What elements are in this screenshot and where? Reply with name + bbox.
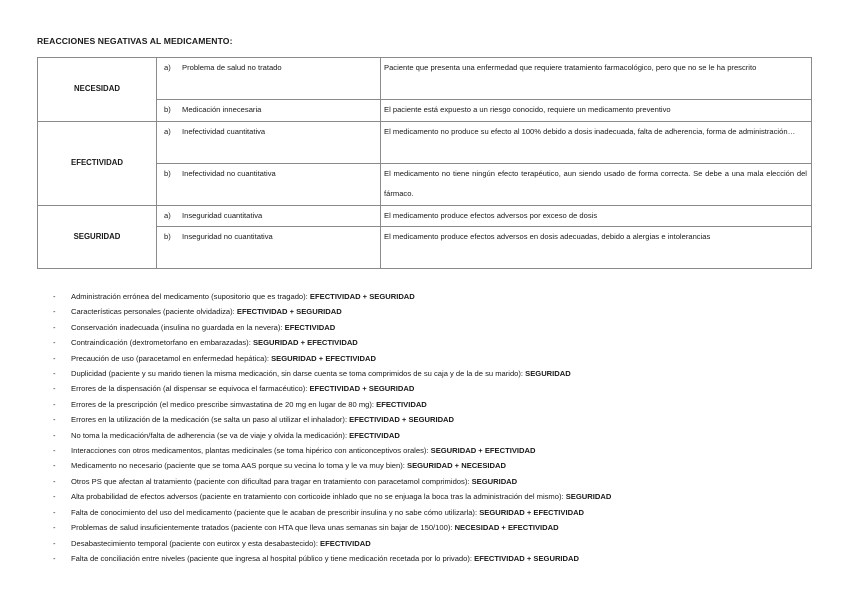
subtype-cell bbox=[157, 205, 381, 227]
item-text: Alta probabilidad de efectos adversos (paciente en tratamiento con corticoide inhlado que no se enjuaga la boca tras la administración del mismo): bbox=[71, 492, 566, 502]
item-tag: EFECTIVIDAD bbox=[349, 430, 400, 440]
description-cell: El medicamento produce efectos adversos por exceso de dosis bbox=[381, 205, 812, 227]
subtype-cell bbox=[157, 100, 381, 122]
description-cell: El paciente está expuesto a un riesgo conocido, requiere un medicamento preventivo bbox=[381, 100, 812, 122]
subtype-letter: a) bbox=[164, 126, 171, 136]
category-cell-necesidad: NECESIDAD bbox=[38, 58, 157, 122]
item-text: Falta de conciliación entre niveles (paciente que ingresa al hospital público y tiene medicación recetada por lo privado): bbox=[71, 553, 475, 563]
category-cell-efectividad: EFECTIVIDAD bbox=[38, 121, 157, 205]
item-text: Problemas de salud insuficientemente tratados (paciente con HTA que lleva unas semanas sin bajar de 150/100): bbox=[71, 523, 455, 533]
item-text: Contraindicación (dextrometorfano en embarazadas): bbox=[71, 338, 253, 348]
subtype-letter: a) bbox=[164, 210, 171, 220]
bullet-dash: - bbox=[53, 538, 56, 548]
subtype-name: Inseguridad no cuantitativa bbox=[182, 232, 273, 241]
item-tag: SEGURIDAD + EFECTIVIDAD bbox=[252, 338, 358, 348]
description-cell: El medicamento no produce su efecto al 100% debido a dosis inadecuada, falta de adherencia, forma de administración… bbox=[381, 121, 812, 163]
bullet-dash: - bbox=[53, 369, 56, 379]
bullet-dash: - bbox=[53, 307, 56, 317]
list-item bbox=[53, 397, 823, 412]
subtype-name: Inefectividad cuantitativa bbox=[182, 126, 266, 136]
document-title: REACCIONES NEGATIVAS AL MEDICAMENTO: bbox=[37, 36, 233, 46]
description-cell: Paciente que presenta una enfermedad que requiere tratamiento farmacológico, pero que no se le ha prescrito bbox=[381, 58, 812, 100]
list-item bbox=[53, 304, 823, 319]
description-cell: El medicamento no tiene ningún efecto terapéutico, aun siendo usado de forma correcta. Se debe a una mala elección del fármaco. bbox=[381, 163, 812, 205]
list-item bbox=[53, 428, 823, 443]
bullet-dash: - bbox=[53, 523, 56, 533]
list-item bbox=[53, 412, 823, 427]
item-tag: SEGURIDAD + EFECTIVIDAD bbox=[430, 446, 536, 456]
item-text: Otros PS que afectan al tratamiento (paciente con dificultad para tragar en tratamiento con paracetamol comprimidos): bbox=[71, 476, 472, 486]
item-tag: SEGURIDAD + EFECTIVIDAD bbox=[271, 353, 376, 363]
bullet-dash: - bbox=[53, 461, 56, 471]
table-row bbox=[38, 121, 812, 163]
item-text: Características personales (paciente olvidadiza): bbox=[71, 307, 237, 317]
examples-list bbox=[53, 289, 823, 566]
list-item bbox=[53, 551, 823, 566]
item-text: Falta de conocimiento del uso del medicamento (paciente que le acaban de prescribir insulina y no sabe cómo utilizarla): bbox=[71, 507, 480, 517]
bullet-dash: - bbox=[53, 553, 56, 563]
list-item bbox=[53, 381, 823, 396]
item-tag: SEGURIDAD bbox=[525, 369, 571, 379]
list-item bbox=[53, 320, 823, 335]
list-item bbox=[53, 443, 823, 458]
item-tag: EFECTIVIDAD bbox=[376, 399, 427, 409]
subtype-cell bbox=[157, 58, 381, 100]
list-item bbox=[53, 489, 823, 504]
bullet-dash: - bbox=[53, 322, 56, 332]
description-cell: El medicamento produce efectos adversos en dosis adecuadas, debido a alergias e intolerancias bbox=[381, 227, 812, 269]
bullet-dash: - bbox=[53, 415, 56, 425]
item-text: Conservación inadecuada (insulina no guardada en la nevera): bbox=[71, 322, 285, 332]
bullet-dash: - bbox=[53, 507, 56, 517]
item-text: Medicamento no necesario (paciente que se toma AAS porque su vecina lo toma y le va muy bien): bbox=[71, 461, 407, 471]
table-row bbox=[38, 58, 812, 100]
item-tag: SEGURIDAD + NECESIDAD bbox=[407, 461, 506, 471]
subtype-cell bbox=[157, 227, 381, 269]
item-tag: EFECTIVIDAD bbox=[320, 538, 371, 548]
bullet-dash: - bbox=[53, 353, 56, 363]
subtype-name: Inseguridad cuantitativa bbox=[182, 210, 263, 220]
bullet-dash: - bbox=[53, 446, 56, 456]
item-tag: EFECTIVIDAD + SEGURIDAD bbox=[236, 307, 342, 317]
subtype-letter: b) bbox=[164, 232, 171, 241]
item-text: Interacciones con otros medicamentos, plantas medicinales (se toma hipérico con anticonceptivos orales): bbox=[71, 446, 431, 456]
list-item bbox=[53, 536, 823, 551]
item-tag: NECESIDAD + EFECTIVIDAD bbox=[454, 523, 559, 533]
subtype-name: Inefectividad no cuantitativa bbox=[182, 168, 276, 178]
subtype-cell bbox=[157, 163, 381, 205]
subtype-name: Problema de salud no tratado bbox=[182, 63, 282, 72]
item-tag: EFECTIVIDAD + SEGURIDAD bbox=[349, 415, 455, 425]
list-item bbox=[53, 474, 823, 489]
table-row bbox=[38, 205, 812, 227]
item-tag: SEGURIDAD bbox=[565, 492, 612, 502]
item-text: Errores de la dispensación (al dispensar se equivoca el farmacéutico): bbox=[71, 384, 310, 394]
item-tag: EFECTIVIDAD + SEGURIDAD bbox=[309, 292, 415, 301]
bullet-dash: - bbox=[53, 338, 56, 348]
subtype-name: Medicación innecesaria bbox=[182, 105, 262, 114]
category-cell-seguridad: SEGURIDAD bbox=[38, 205, 157, 269]
bullet-dash: - bbox=[53, 476, 56, 486]
item-tag: EFECTIVIDAD + SEGURIDAD bbox=[474, 553, 579, 563]
list-item bbox=[53, 505, 823, 520]
item-text: Errores en la utilización de la medicación (se salta un paso al utilizar el inhalador): bbox=[71, 415, 350, 425]
item-text: Errores de la prescripción (el medico prescribe simvastatina de 20 mg en lugar de 80 mg): bbox=[71, 399, 377, 409]
item-tag: SEGURIDAD bbox=[471, 476, 518, 486]
bullet-dash: - bbox=[53, 430, 56, 440]
list-item bbox=[53, 351, 823, 366]
subtype-letter: b) bbox=[164, 105, 171, 114]
bullet-dash: - bbox=[53, 384, 56, 394]
list-item bbox=[53, 520, 823, 535]
list-item bbox=[53, 289, 823, 304]
subtype-letter: a) bbox=[164, 63, 171, 72]
list-item bbox=[53, 366, 823, 381]
bullet-dash: - bbox=[53, 492, 56, 502]
subtype-letter: b) bbox=[164, 168, 171, 178]
item-tag: EFECTIVIDAD bbox=[284, 322, 336, 332]
item-text: Precaución de uso (paracetamol en enfermedad hepática): bbox=[71, 353, 272, 363]
list-item bbox=[53, 335, 823, 350]
item-text: Duplicidad (paciente y su marido tienen la misma medicación, sin darse cuenta se toma comprimidos de su caja y de la de su marido): bbox=[71, 369, 526, 379]
subtype-cell bbox=[157, 121, 381, 163]
list-item bbox=[53, 458, 823, 473]
item-text: No toma la medicación/falta de adherencia (se va de viaje y olvida la medicación): bbox=[71, 430, 350, 440]
item-tag: SEGURIDAD + EFECTIVIDAD bbox=[479, 507, 585, 517]
item-text: Administración errónea del medicamento (supositorio que es tragado): bbox=[71, 292, 310, 301]
bullet-dash: - bbox=[53, 292, 56, 301]
item-tag: EFECTIVIDAD + SEGURIDAD bbox=[309, 384, 415, 394]
reactions-table bbox=[37, 57, 812, 269]
bullet-dash: - bbox=[53, 399, 56, 409]
item-text: Desabastecimiento temporal (paciente con eutirox y esta desabastecido): bbox=[71, 538, 321, 548]
